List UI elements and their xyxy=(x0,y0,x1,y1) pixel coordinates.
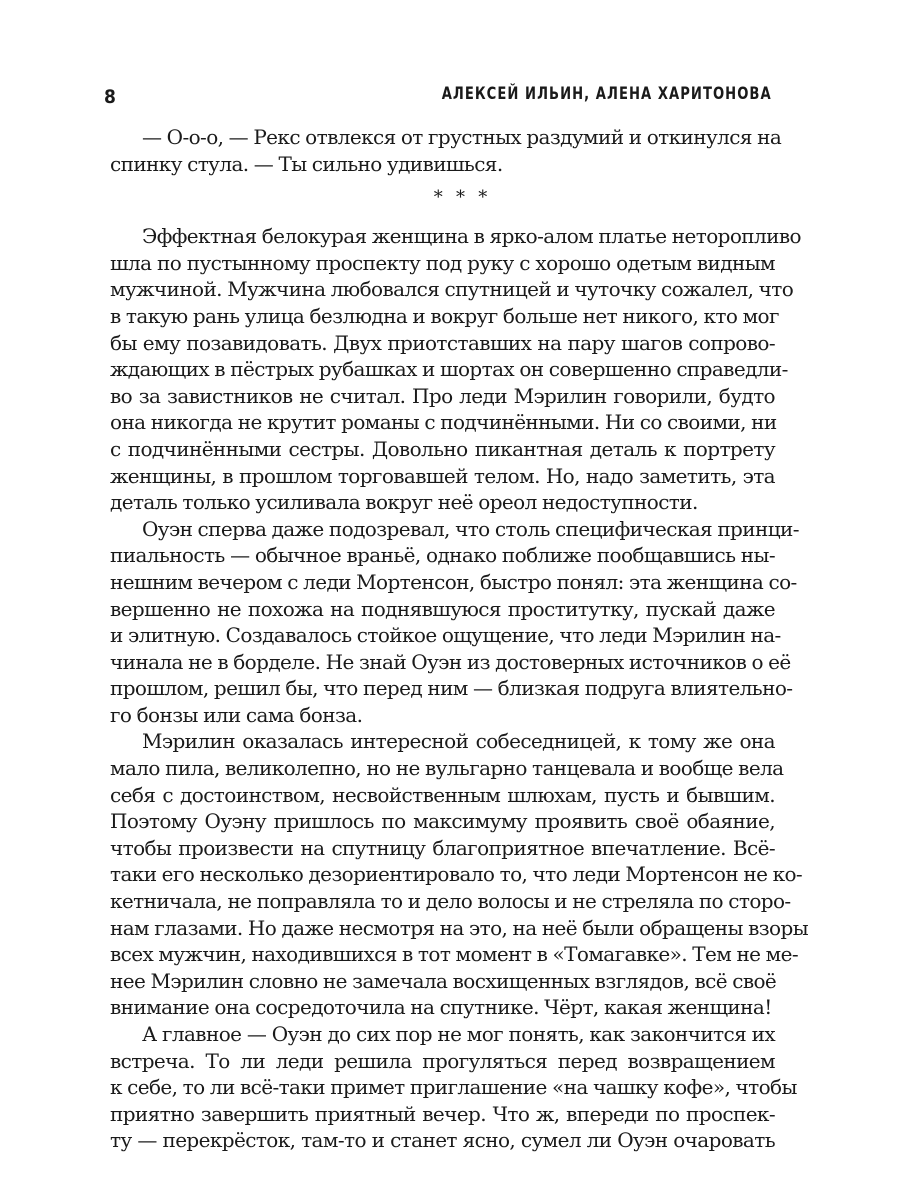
text-line: таки его несколько дезориентировало то, что леди Мортенсон не ко- xyxy=(110,862,803,887)
text-line: ту — перекрёсток, там-то и станет ясно, сумел ли Оуэн очаровать xyxy=(110,1128,775,1153)
text-line: нешним вечером с леди Мортенсон, быстро понял: эта женщина со- xyxy=(110,569,797,594)
text-line: бы ему позавидовать. Двух приотставших на пару шагов сопрово- xyxy=(110,330,775,355)
text-line: во за завистников не считал. Про леди Мэрилин говорили, будто xyxy=(110,383,775,408)
text-line: внимание она сосредоточила на спутнике. Чёрт, какая женщина! xyxy=(110,995,772,1020)
text-line: го бонзы или сама бонза. xyxy=(110,702,363,727)
paragraph xyxy=(110,516,799,729)
text-line: в такую рань улица безлюдна и вокруг больше нет никого, кто мог xyxy=(110,303,779,328)
running-header: АЛЕКСЕЙ ИЛЬИН, АЛЕНА ХАРИТОНОВА xyxy=(442,84,772,104)
body-text xyxy=(110,124,809,1154)
text-line: А главное — Оуэн до сих пор не мог понять, как закончится их xyxy=(142,1022,775,1046)
section-break: * * * xyxy=(433,187,492,209)
text-line: — О-о-о, — Рекс отвлекся от грустных раздумий и откинулся на xyxy=(142,125,782,149)
text-line: нам глазами. Но даже несмотря на это, на неё были обращены взоры xyxy=(110,915,809,940)
page-number: 8 xyxy=(104,86,117,108)
text-line: мало пила, великолепно, но не вульгарно танцевала и вообще вела xyxy=(110,756,784,781)
text-line: нее Мэрилин словно не замечала восхищенных взглядов, всё своё xyxy=(110,968,777,993)
text-line: Поэтому Оуэну пришлось по максимуму проявить своё обаяние, xyxy=(110,809,775,834)
text-line: приятно завершить приятный вечер. Что ж, впереди по проспек- xyxy=(110,1101,775,1126)
text-line: спинку стула. — Ты сильно удивишься. xyxy=(110,151,503,176)
text-line: мужчиной. Мужчина любовался спутницей и чуточку сожалел, что xyxy=(110,277,794,302)
text-line: пиальность — обычное враньё, однако поближе пообщавшись ны- xyxy=(110,543,775,568)
text-line: ждающих в пёстрых рубашках и шортах он совершенно справедли- xyxy=(110,357,788,382)
text-line: Оуэн сперва даже подозревал, что столь специфическая принци- xyxy=(142,516,799,541)
text-line: себя с достоинством, несвойственным шлюхам, пусть и бывшим. xyxy=(110,782,775,807)
text-line: женщины, в прошлом торговавшей телом. Но, надо заметить, эта xyxy=(110,463,775,488)
paragraph xyxy=(110,124,782,177)
text-line: она никогда не крутит романы с подчинёнными. Ни со своими, ни xyxy=(110,410,777,435)
text-line: чинала не в борделе. Не знай Оуэн из достоверных источников о её xyxy=(110,649,791,674)
text-line: встреча. То ли леди решила прогуляться перед возвращением xyxy=(110,1048,775,1073)
text-line: деталь только усиливала вокруг неё ореол недоступности. xyxy=(110,490,698,515)
text-line: вершенно не похожа на поднявшуюся проститутку, пускай даже xyxy=(110,596,775,621)
paragraph xyxy=(110,223,801,516)
text-line: к себе, то ли всё-таки примет приглашение «на чашку кофе», чтобы xyxy=(110,1075,797,1100)
text-line: прошлом, решил бы, что перед ним — близкая подруга влиятельно- xyxy=(110,676,793,701)
paragraph xyxy=(110,728,809,1021)
text-line: чтобы произвести на спутницу благоприятное впечатление. Всё- xyxy=(110,835,775,860)
text-line: Эффектная белокурая женщина в ярко-алом платье неторопливо xyxy=(142,224,801,249)
text-line: и элитную. Создавалось стойкое ощущение, что леди Мэрилин на- xyxy=(110,623,781,648)
text-line: кетничала, не поправляла то и дело волосы и не стреляла по сторо- xyxy=(110,889,791,914)
paragraph xyxy=(110,1021,797,1154)
text-line: Мэрилин оказалась интересной собеседницей, к тому же она xyxy=(142,729,775,754)
text-line: шла по пустынному проспекту под руку с хорошо одетым видным xyxy=(110,250,775,275)
text-line: с подчинёнными сестры. Довольно пикантная деталь к портрету xyxy=(110,436,775,461)
text-line: всех мужчин, находившихся в тот момент в «Томагавке». Тем не ме- xyxy=(110,942,799,967)
